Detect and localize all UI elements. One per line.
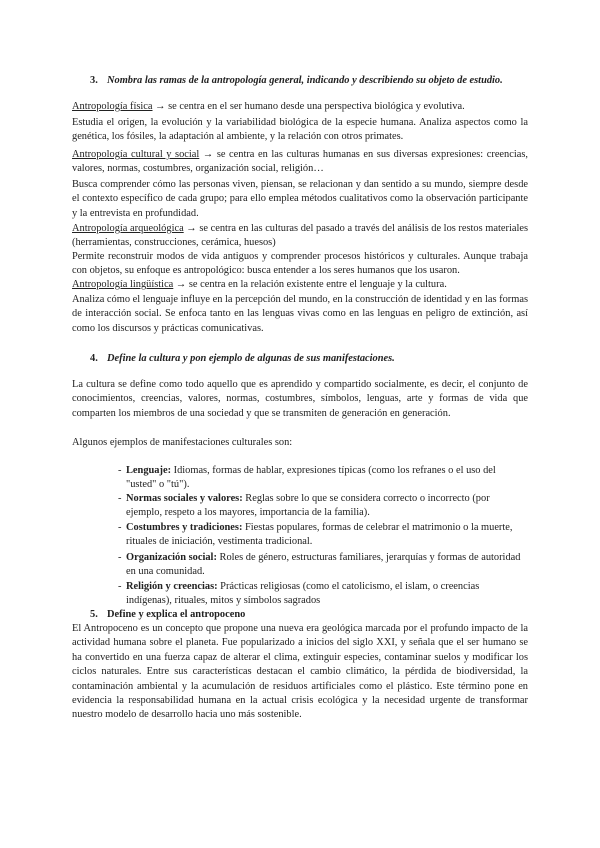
branch-definition: se centra en el ser humano desde una perspectiva biológica y evolutiva. [168, 101, 465, 112]
examples-intro: Algunos ejemplos de manifestaciones culturales son: [72, 437, 293, 448]
branch-term: Antropología física [72, 101, 153, 112]
branch-archaeological-definition [72, 222, 528, 251]
example-text: Fiestas populares, formas de celebrar el matrimonio o la muerte, rituales de iniciación, vestimenta tradicional. [126, 522, 513, 548]
branch-term: Antropología cultural y social [72, 149, 200, 160]
list-item [118, 551, 526, 580]
example-label: Costumbres y tradiciones: [126, 522, 243, 533]
anthropocene-body: El Antropoceno es un concepto que propone una nueva era geológica marcada por el profundo impacto de la actividad humana sobre el planeta. Fue popularizado a inicios del siglo XXI, y señala que el ser humano se ha convertido en una fuerza capaz de alterar el clima, extinguir especies, contaminar suelos y modificar los ciclos naturales. Entre sus características destacan el cambio climático, la pérdida de biodiversidad, la contaminación ambiental y la acumulación de residuos artificiales como el plástico. Este término pone en evidencia la responsabilidad humana en la actual crisis ecológica y la necesidad urgente de transformar nuestro modelo de desarrollo hacia uno más sostenible. [72, 623, 528, 721]
example-label: Organización social: [126, 552, 217, 563]
example-text: Roles de género, estructuras familiares, jerarquías y formas de autoridad en una comunidad. [126, 552, 521, 578]
branch-term: Antropología arqueológica [72, 223, 184, 234]
question-4-heading [90, 352, 520, 366]
example-label: Religión y creencias: [126, 581, 218, 592]
arrow: → [199, 149, 217, 160]
example-label: Normas sociales y valores: [126, 493, 243, 504]
example-text: Idiomas, formas de hablar, expresiones típicas (como los refranes o el uso del "usted" o "tú"). [126, 465, 496, 491]
question-title: Define y explica el antropoceno [107, 609, 246, 620]
question-number: 3. [90, 75, 98, 86]
question-title: Define la cultura y pon ejemplo de algunas de sus manifestaciones. [107, 353, 395, 364]
example-text: Prácticas religiosas (como el catolicismo, el islam, o creencias indígenas), rituales, mitos y símbolos sagrados [126, 581, 480, 607]
list-item [118, 521, 526, 550]
list-dash: - [118, 552, 122, 563]
branch-archaeological-body: Permite reconstruir modos de vida antiguos y comprender procesos históricos y culturales. Aunque trabaja con objetos, su enfoque es antropológico: busca entender a los seres humanos que los usaron. [72, 251, 528, 277]
list-dash: - [118, 493, 122, 504]
list-dash: - [118, 465, 122, 476]
example-text: Reglas sobre lo que se considera correcto o incorrecto (por ejemplo, respeto a los mayores, importancia de la familia). [126, 493, 490, 519]
branch-linguistic-definition [72, 278, 528, 292]
question-number: 4. [90, 353, 98, 364]
arrow: → [183, 223, 200, 234]
question-number: 5. [90, 609, 98, 620]
list-item [118, 580, 526, 609]
branch-linguistic-body: Analiza cómo el lenguaje influye en la percepción del mundo, en la construcción de identidad y en las formas de interacción social. Se enfoca tanto en las lenguas vivas como en las lenguas en peligro de extinción, así como los discursos y prácticas comunicativas. [72, 294, 528, 334]
question-3-heading [90, 74, 520, 88]
list-dash: - [118, 522, 122, 533]
branch-physical-body: Estudia el origen, la evolución y la variabilidad biológica de la especie humana. Analiza aspectos como la genética, los fósiles, la adaptación al ambiente, y la relación con otros primates. [72, 117, 528, 143]
arrow: → [152, 101, 169, 112]
list-dash: - [118, 581, 122, 592]
arrow: → [173, 279, 189, 290]
question-title: Nombra las ramas de la antropología general, indicando y describiendo su objeto de estudio. [107, 75, 503, 86]
branch-term: Antropología lingüística [72, 279, 174, 290]
branch-definition: se centra en la relación existente entre el lenguaje y la cultura. [188, 279, 447, 290]
example-label: Lenguaje: [126, 465, 172, 476]
branch-physical-definition [72, 100, 528, 114]
question-5-heading [90, 608, 520, 622]
culture-definition: La cultura se define como todo aquello que es aprendido y compartido socialmente, es decir, el conjunto de conocimientos, creencias, valores, normas, costumbres, símbolos, lenguas, arte y formas de vida que comparten los miembros de una sociedad y que se transmiten de generación en generación. [72, 379, 528, 419]
branch-cultural-body: Busca comprender cómo las personas viven, piensan, se relacionan y dan sentido a su mundo, siempre desde el contexto específico de cada grupo; para ello emplea métodos cualitativos como la observación participante y la entrevista en profundidad. [72, 179, 528, 219]
branch-cultural-definition [72, 148, 528, 177]
list-item [118, 464, 526, 493]
branch-definition: se centra en las culturas del pasado a través del análisis de los restos materiales (herramientas, construcciones, cerámica, huesos) [72, 223, 528, 249]
list-item [118, 492, 526, 521]
branch-definition: se centra en las culturas humanas en sus diversas expresiones: creencias, valores, normas, costumbres, organización social, religión… [72, 149, 528, 175]
